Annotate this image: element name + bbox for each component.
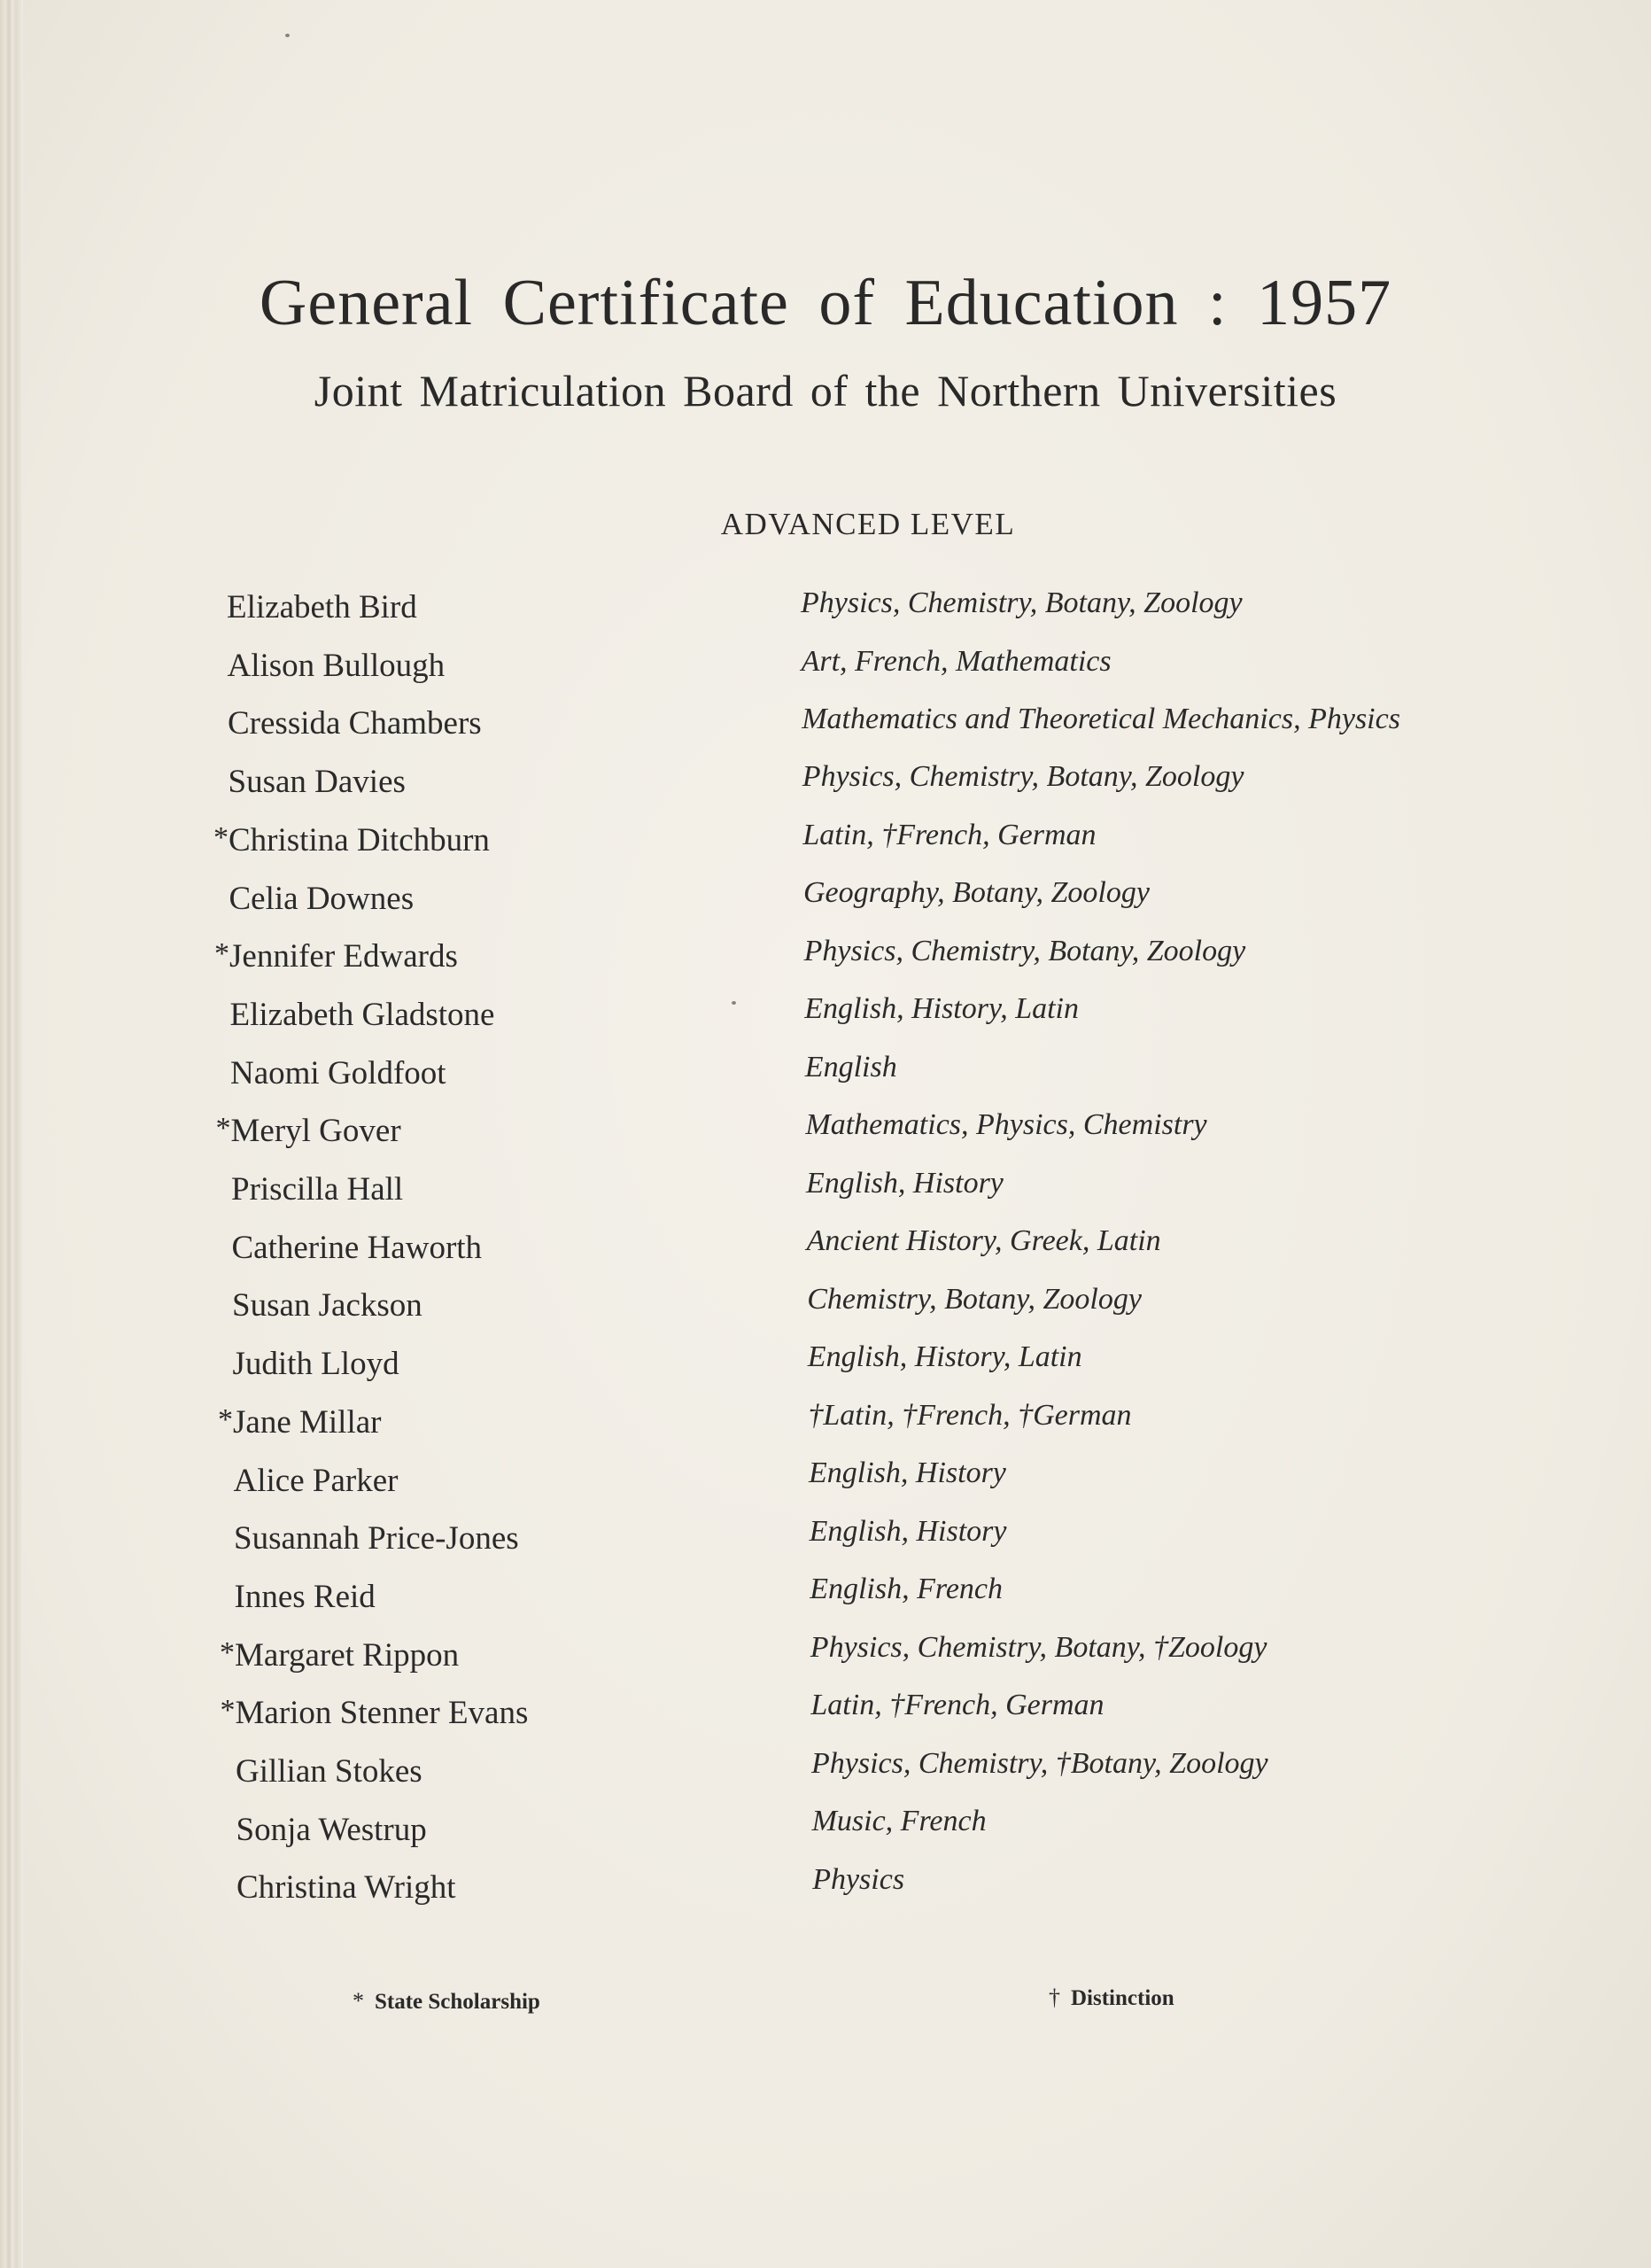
student-name-text: Sonja Westrup <box>236 1811 427 1848</box>
subject-list: Latin, †French, German <box>810 1689 1105 1722</box>
subject-list: Latin, †French, German <box>802 818 1097 851</box>
student-name <box>236 1752 422 1790</box>
student-name-text: Elizabeth Gladstone <box>229 996 495 1033</box>
student-name <box>228 704 482 742</box>
subject-list: English, History, Latin <box>807 1340 1082 1374</box>
page-subtitle: Joint Matriculation Board of the Northern Universities <box>314 366 1337 416</box>
subject-list: English, French <box>810 1573 1003 1606</box>
subject-list: English, History <box>806 1166 1004 1200</box>
student-name-text: Margaret Rippon <box>235 1636 460 1674</box>
student-name-text: Cressida Chambers <box>228 705 482 742</box>
footnote-label: State Scholarship <box>375 1990 540 2014</box>
result-row <box>0 1398 1651 1456</box>
subject-list: English, History <box>809 1514 1007 1548</box>
student-name <box>232 1229 483 1267</box>
result-row <box>0 704 1651 757</box>
student-name <box>233 1345 399 1383</box>
section-heading: ADVANCED LEVEL <box>720 507 1016 541</box>
state-scholarship-marker: * <box>220 1635 235 1669</box>
state-scholarship-marker: * <box>220 1694 236 1728</box>
student-name <box>215 1112 401 1150</box>
student-name <box>231 1170 403 1208</box>
student-name-text: Judith Lloyd <box>232 1346 399 1383</box>
result-row <box>0 934 1651 990</box>
subject-list: Physics, Chemistry, Botany, †Zoology <box>810 1630 1267 1664</box>
result-row <box>0 818 1651 874</box>
result-row <box>0 1689 1651 1747</box>
student-name-text: Alison Bullough <box>227 647 446 684</box>
student-name <box>213 820 490 859</box>
student-name-text: Alice Parker <box>233 1462 399 1499</box>
result-row <box>0 1166 1651 1223</box>
subject-list: English <box>804 1050 897 1084</box>
student-name <box>229 763 406 801</box>
state-scholarship-marker: * <box>218 1402 233 1436</box>
result-row <box>0 1340 1651 1398</box>
result-row <box>0 588 1651 641</box>
student-name-text: Christina Wright <box>236 1869 456 1907</box>
result-row <box>0 1224 1651 1282</box>
student-name-text: Christina Ditchburn <box>229 821 490 858</box>
star-symbol: * <box>353 1988 364 2014</box>
student-name <box>232 1286 422 1324</box>
dagger-symbol: † <box>1049 1984 1060 2010</box>
state-scholarship-marker: * <box>215 1112 231 1146</box>
student-name-text: Priscilla Hall <box>231 1171 404 1208</box>
footnote-label: Distinction <box>1071 1986 1174 2010</box>
subject-list: Mathematics and Theoretical Mechanics, Physics <box>802 703 1400 735</box>
student-name <box>236 1868 456 1907</box>
student-name <box>227 588 417 626</box>
footnote-state-scholarship <box>353 1988 540 2015</box>
subject-list: English, History, Latin <box>804 992 1080 1026</box>
result-row <box>0 1746 1651 1806</box>
result-row <box>0 1862 1651 1922</box>
subject-list: Mathematics, Physics, Chemistry <box>805 1108 1207 1142</box>
student-name <box>229 880 415 918</box>
subject-list: †Latin, †French, †German <box>808 1398 1132 1432</box>
result-row <box>0 1456 1651 1515</box>
student-name <box>234 1519 519 1557</box>
student-name <box>220 1694 529 1732</box>
page-title: General Certificate of Education : 1957 <box>259 267 1392 339</box>
student-name <box>236 1811 427 1849</box>
student-name <box>228 647 446 685</box>
subject-list: Ancient History, Greek, Latin <box>806 1224 1161 1258</box>
result-row <box>0 760 1651 816</box>
state-scholarship-marker: * <box>214 937 229 971</box>
result-row <box>0 644 1651 700</box>
result-row <box>0 1108 1651 1165</box>
subject-list: Physics, Chemistry, Botany, Zoology <box>801 586 1243 619</box>
student-name-text: Elizabeth Bird <box>227 589 417 625</box>
student-name <box>214 937 458 975</box>
state-scholarship-marker: * <box>213 820 229 854</box>
subject-list: Physics, Chemistry, Botany, Zoology <box>802 760 1244 794</box>
subject-list: Physics, Chemistry, Botany, Zoology <box>803 934 1246 967</box>
student-name-text: Catherine Haworth <box>231 1229 483 1266</box>
subject-list: Physics, Chemistry, †Botany, Zoology <box>811 1746 1268 1780</box>
subject-list: Art, French, Mathematics <box>801 644 1112 678</box>
subject-list: Music, French <box>811 1805 987 1838</box>
student-name <box>230 1054 446 1092</box>
student-name-text: Jennifer Edwards <box>229 938 458 975</box>
student-name-text: Celia Downes <box>229 880 415 917</box>
student-name-text: Gillian Stokes <box>236 1753 422 1790</box>
subject-list: English, History <box>809 1456 1006 1490</box>
student-name-text: Susan Davies <box>228 764 406 801</box>
student-name <box>230 996 495 1034</box>
result-row <box>0 1282 1651 1340</box>
student-name-text: Innes Reid <box>234 1578 376 1615</box>
student-name-text: Susan Jackson <box>232 1287 422 1324</box>
result-row <box>0 1805 1651 1864</box>
student-name-text: Jane Millar <box>233 1403 382 1441</box>
student-name-text: Meryl Gover <box>230 1113 401 1150</box>
student-name <box>220 1635 460 1674</box>
footnote-distinction <box>1049 1984 1174 2011</box>
subject-list: Physics <box>812 1862 905 1896</box>
subject-list: Chemistry, Botany, Zoology <box>807 1282 1142 1316</box>
student-name-text: Marion Stenner Evans <box>235 1695 529 1732</box>
result-row <box>0 1050 1651 1107</box>
student-name <box>234 1462 399 1500</box>
student-name <box>218 1402 382 1441</box>
result-row <box>0 1573 1651 1631</box>
student-name <box>235 1578 376 1616</box>
result-row <box>0 1630 1651 1689</box>
student-name-text: Susannah Price-Jones <box>234 1520 519 1557</box>
student-name-text: Naomi Goldfoot <box>230 1054 446 1091</box>
result-row <box>0 876 1651 933</box>
result-row <box>0 1514 1651 1573</box>
subject-list: Geography, Botany, Zoology <box>803 876 1150 910</box>
result-row <box>0 992 1651 1049</box>
